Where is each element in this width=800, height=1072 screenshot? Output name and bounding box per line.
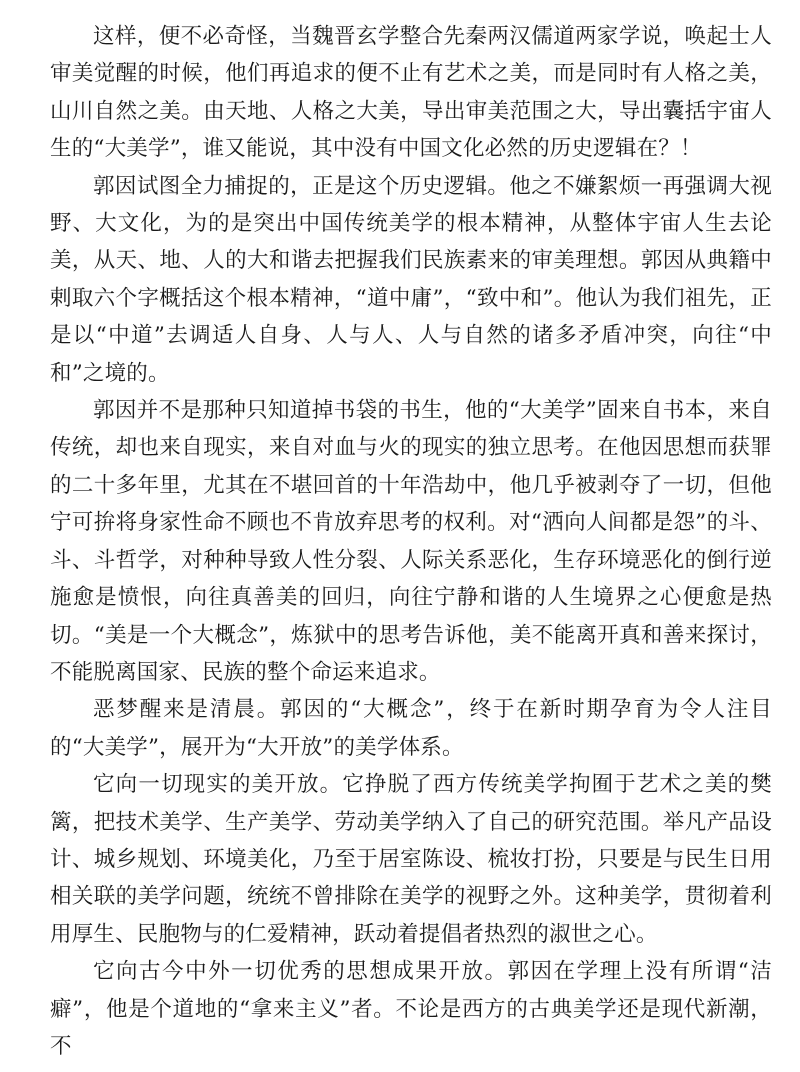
paragraph-4: 恶梦醒来是清晨。郭因的“大概念”，终于在新时期孕育为令人注目的“大美学”，展开为“大开放”的美学体系。: [50, 697, 772, 760]
paragraph-1: 这样，便不必奇怪，当魏晋玄学整合先秦两汉儒道两家学说，唤起士人审美觉醒的时候，他们再追求的便不止有艺术之美，而是同时有人格之美，山川自然之美。由天地、人格之大美，导出审美范围之大，导出囊括宇宙人生的“大美学”，谁又能说，其中没有中国文化必然的历史逻辑在？！: [50, 24, 772, 162]
paragraph-6: 它向古今中外一切优秀的思想成果开放。郭因在学理上没有所谓“洁癖”，他是个道地的“拿来主义”者。不论是西方的古典美学还是现代新潮，不: [50, 959, 772, 1059]
document-page: [50, 18, 772, 1065]
paragraph-3: 郭因并不是那种只知道掉书袋的书生，他的“大美学”固来自书本，来自传统，却也来自现实，来自对血与火的现实的独立思考。在他因思想而获罪的二十多年里，尤其在不堪回首的十年浩劫中，他几乎被剥夺了一切，但他宁可拚将身家性命不顾也不肯放弃思考的权利。对“洒向人间都是怨”的斗、斗、斗哲学，对种种导致人性分裂、人际关系恶化，生存环境恶化的倒行逆施愈是愤恨，向往真善美的回归，向往宁静和谐的人生境界之心便愈是热切。“美是一个大概念”，炼狱中的思考告诉他，美不能离开真和善来探讨，不能脱离国家、民族的整个命运来追求。: [50, 398, 772, 685]
paragraph-5: 它向一切现实的美开放。它挣脱了西方传统美学拘囿于艺术之美的樊篱，把技术美学、生产美学、劳动美学纳入了自己的研究范围。举凡产品设计、城乡规划、环境美化，乃至于居室陈设、梳妆打扮，只要是与民生日用相关联的美学问题，统统不曾排除在美学的视野之外。这种美学，贯彻着利用厚生、民胞物与的仁爱精神，跃动着提倡者热烈的淑世之心。: [50, 772, 772, 947]
paragraph-2: 郭因试图全力捕捉的，正是这个历史逻辑。他之不嫌絮烦一再强调大视野、大文化，为的是突出中国传统美学的根本精神，从整体宇宙人生去论美，从天、地、人的大和谐去把握我们民族素来的审美理想。郭因从典籍中剌取六个字概括这个根本精神，“道中庸”，“致中和”。他认为我们祖先，正是以“中道”去调适人自身、人与人、人与自然的诸多矛盾冲突，向往“中和”之境的。: [50, 173, 772, 386]
